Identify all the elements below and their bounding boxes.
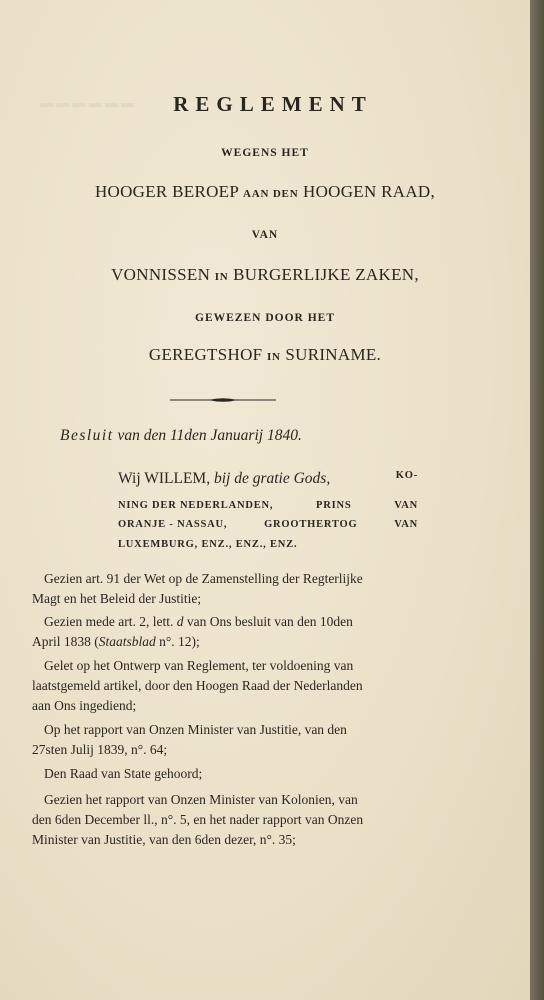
heading-part: SURINAME. <box>285 345 382 364</box>
royal-line-3 <box>118 519 418 530</box>
ornamental-rule <box>170 397 276 403</box>
royal-name: Wij WILLEM, <box>118 470 211 487</box>
paragraph-gezien-mede <box>32 612 420 652</box>
paragraph-line: Gezien het rapport van Onzen Minister van Kolonien, van <box>44 792 358 807</box>
heading-part: IN <box>266 351 281 363</box>
royal-wij-willem <box>118 470 330 488</box>
paragraph-line: Gelet op het Ontwerp van Reglement, ter voldoening van <box>44 658 354 673</box>
royal-gratie: bij de gratie Gods, <box>213 470 331 487</box>
royal-word: VAN <box>394 519 418 530</box>
heading-part: VONNISSEN <box>111 265 211 284</box>
paragraph-line: Den Raad van State gehoord; <box>44 766 203 781</box>
paragraph-line: 27sten Julij 1839, n°. 64; <box>32 742 168 757</box>
royal-word: NING DER NEDERLANDEN, <box>118 500 274 511</box>
paragraph-line: den 6den December ll., n°. 5, en het nader rapport van Onzen <box>32 812 364 827</box>
royal-line-2 <box>118 500 418 511</box>
paragraph-line: Minister van Justitie, van den 6den dezer, n°. 35; <box>32 832 296 847</box>
heading-part: HOOGER BEROEP <box>94 182 239 201</box>
bleed-through-text: ▬ ▬ ▬ ▬ ▬ ▬ <box>40 95 135 110</box>
paragraph-gelet-op <box>32 656 420 716</box>
text-run: n°. 12); <box>155 634 200 649</box>
text-run: van Ons besluit van den 10den <box>186 614 353 629</box>
heading-part: AAN DEN <box>243 188 299 200</box>
heading-part: HOOGEN RAAD, <box>303 182 436 201</box>
royal-word: PRINS <box>316 500 352 511</box>
heading-part: BURGERLIJKE ZAKEN, <box>233 265 419 284</box>
paragraph-line: laatstgemeld artikel, door den Hoogen Raad der Nederlanden <box>32 678 363 693</box>
heading-part: IN <box>214 271 229 283</box>
paragraph-line <box>32 632 420 652</box>
text-run: Gezien mede art. 2, lett. <box>44 614 174 629</box>
text-run: Staatsblad <box>98 634 156 649</box>
paragraph-gezien-het-rapport <box>32 790 420 850</box>
paragraph-op-het-rapport <box>32 720 420 760</box>
subtitle-wegens-het: WEGENS HET <box>221 147 309 159</box>
paragraph-line: Gezien art. 91 der Wet op de Zamenstelling der Regterlijke <box>44 571 363 586</box>
decree-heading <box>60 427 302 445</box>
heading-vonnissen <box>0 265 530 285</box>
subtitle-van: VAN <box>251 229 279 241</box>
text-run: d <box>176 614 184 629</box>
background-edge <box>530 0 544 1000</box>
heading-part: GEREGTSHOF <box>148 345 263 364</box>
subtitle-gewezen-door-het: GEWEZEN DOOR HET <box>195 312 335 324</box>
royal-word: ORANJE - NASSAU, <box>118 519 228 530</box>
royal-word: LUXEMBURG, ENZ., ENZ., ENZ. <box>118 539 298 550</box>
paragraph-line: Magt en het Beleid der Justitie; <box>32 591 202 606</box>
paragraph-raad-van-state <box>44 764 420 784</box>
decree-lead: Besluit <box>60 427 114 444</box>
paragraph-line <box>44 612 420 632</box>
paragraph-line: Op het rapport van Onzen Minister van Justitie, van den <box>44 722 347 737</box>
royal-word: GROOTHERTOG <box>264 519 358 530</box>
paragraph-line: aan Ons ingediend; <box>32 698 137 713</box>
royal-word: VAN <box>394 500 418 511</box>
paragraph-gezien-art-91 <box>32 569 420 609</box>
royal-ko: KO- <box>395 470 418 481</box>
royal-line-1 <box>118 470 418 488</box>
royal-line-4 <box>118 539 297 550</box>
document-title: REGLEMENT <box>173 92 373 116</box>
decree-date: van den 11den Januarij 1840. <box>117 427 302 444</box>
text-run: April 1838 ( <box>32 634 99 649</box>
heading-hooger-beroep <box>0 182 530 202</box>
heading-geregtshof <box>0 345 530 365</box>
